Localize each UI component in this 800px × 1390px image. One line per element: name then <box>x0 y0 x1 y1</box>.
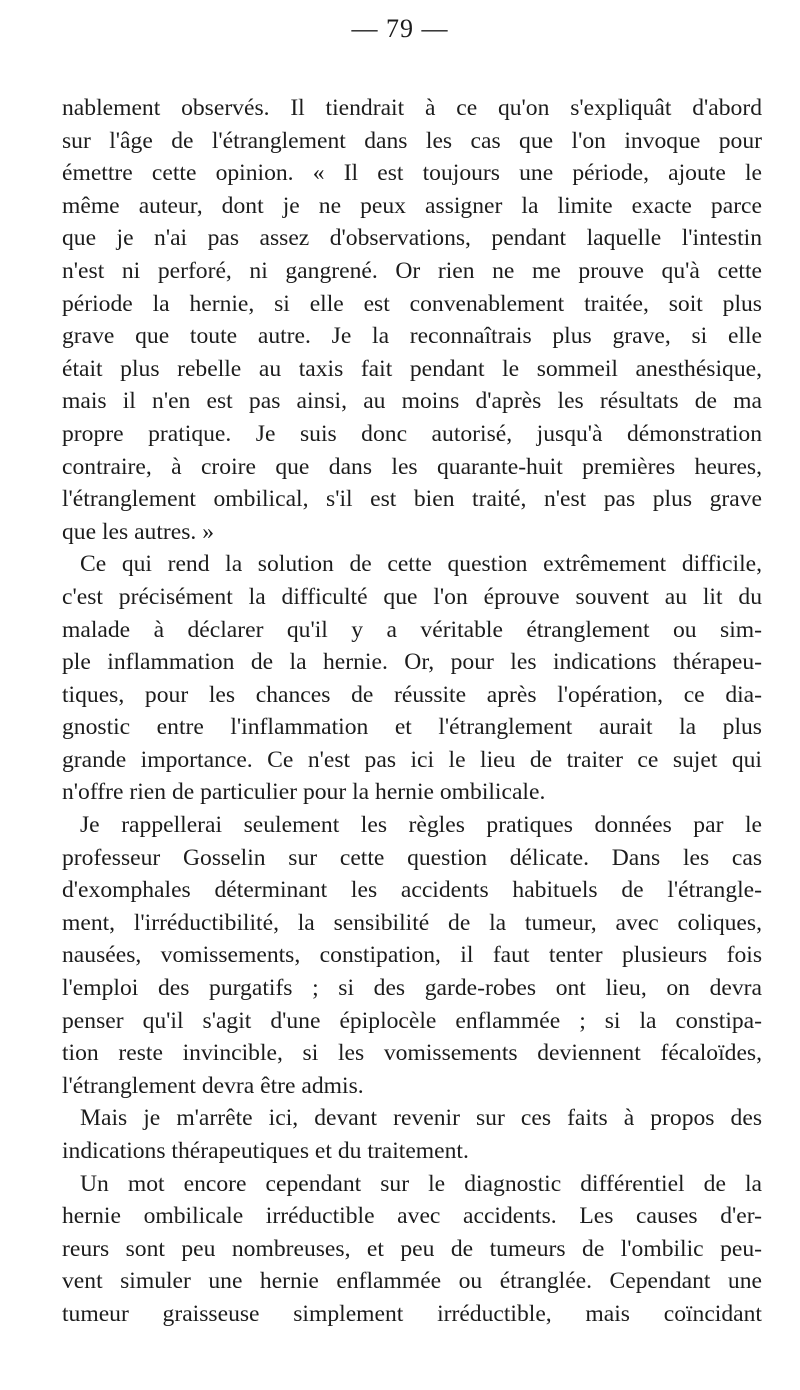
text-line: indications thérapeutiques et du traitement. <box>62 1138 469 1164</box>
text-line: l'emploi des purgatifs ; si des garde-robes ont lieu, on devra <box>62 975 762 1002</box>
text-line: tiques, pour les chances de réussite après l'opération, ce dia- <box>62 681 762 708</box>
text-line: était plus rebelle au taxis fait pendant le sommeil anesthésique, <box>62 355 762 382</box>
text-line: vent simuler une hernie enflammée ou étranglée. Cependant une <box>62 1268 762 1295</box>
text-line: Ce qui rend la solution de cette question extrêmement difficile, <box>80 551 762 578</box>
text-line: tion reste invincible, si les vomissements deviennent fécaloïdes, <box>62 1040 762 1067</box>
text-line: Un mot encore cependant sur le diagnostic différentiel de la <box>80 1170 762 1197</box>
text-line: période la hernie, si elle est convenablement traitée, soit plus <box>62 290 762 317</box>
text-line: émettre cette opinion. « Il est toujours une période, ajoute le <box>62 160 762 187</box>
page-number: — 79 — <box>351 14 449 43</box>
text-line: tumeur graisseuse simplement irréductible, mais coïncidant <box>62 1300 762 1327</box>
text-line: n'est ni perforé, ni gangrené. Or rien ne me prouve qu'à cette <box>62 257 762 284</box>
text-line: l'étranglement ombilical, s'il est bien traité, n'est pas plus grave <box>62 486 762 513</box>
text-line: hernie ombilicale irréductible avec accidents. Les causes d'er- <box>62 1203 762 1230</box>
text-line: que je n'ai pas assez d'observations, pendant laquelle l'intestin <box>62 225 762 252</box>
text-line: l'étranglement devra être admis. <box>62 1072 364 1099</box>
text-line: mais il n'en est pas ainsi, au moins d'après les résultats de ma <box>62 388 762 415</box>
text-line: sur l'âge de l'étranglement dans les cas que l'on invoque pour <box>62 127 762 154</box>
text-line: professeur Gosselin sur cette question délicate. Dans les cas <box>62 844 762 871</box>
text-line: penser qu'il s'agit d'une épiplocèle enflammée ; si la constipa- <box>62 1007 762 1034</box>
text-line: malade à déclarer qu'il y a véritable étranglement ou sim- <box>62 616 762 643</box>
text-line: nausées, vomissements, constipation, il faut tenter plusieurs fois <box>62 942 762 969</box>
text-line: ple inflammation de la hernie. Or, pour les indications thérapeu- <box>62 649 762 676</box>
text-line: contraire, à croire que dans les quarante-huit premières heures, <box>62 453 762 480</box>
text-line: Mais je m'arrête ici, devant revenir sur ces faits à propos des <box>80 1105 762 1132</box>
text-line: que les autres. » <box>62 518 214 545</box>
text-line: grande importance. Ce n'est pas ici le lieu de traiter ce sujet qui <box>62 746 762 773</box>
body-text <box>62 92 762 1331</box>
text-line: reurs sont peu nombreuses, et peu de tumeurs de l'ombilic peu- <box>62 1235 762 1262</box>
text-line: Je rappellerai seulement les règles pratiques données par le <box>80 812 762 839</box>
text-line: grave que toute autre. Je la reconnaîtrais plus grave, si elle <box>62 323 762 350</box>
text-line: ment, l'irréductibilité, la sensibilité de la tumeur, avec coliques, <box>62 909 762 936</box>
text-line: c'est précisément la difficulté que l'on éprouve souvent au lit du <box>62 583 762 610</box>
text-line: même auteur, dont je ne peux assigner la limite exacte parce <box>62 192 762 219</box>
text-line: gnostic entre l'inflammation et l'étranglement aurait la plus <box>62 714 762 741</box>
text-line: propre pratique. Je suis donc autorisé, jusqu'à démonstration <box>62 420 762 447</box>
text-line: n'offre rien de particulier pour la hernie ombilicale. <box>62 779 546 806</box>
text-line: d'exomphales déterminant les accidents habituels de l'étrangle- <box>62 877 762 904</box>
text-line: nablement observés. Il tiendrait à ce qu'on s'expliquât d'abord <box>62 95 762 121</box>
